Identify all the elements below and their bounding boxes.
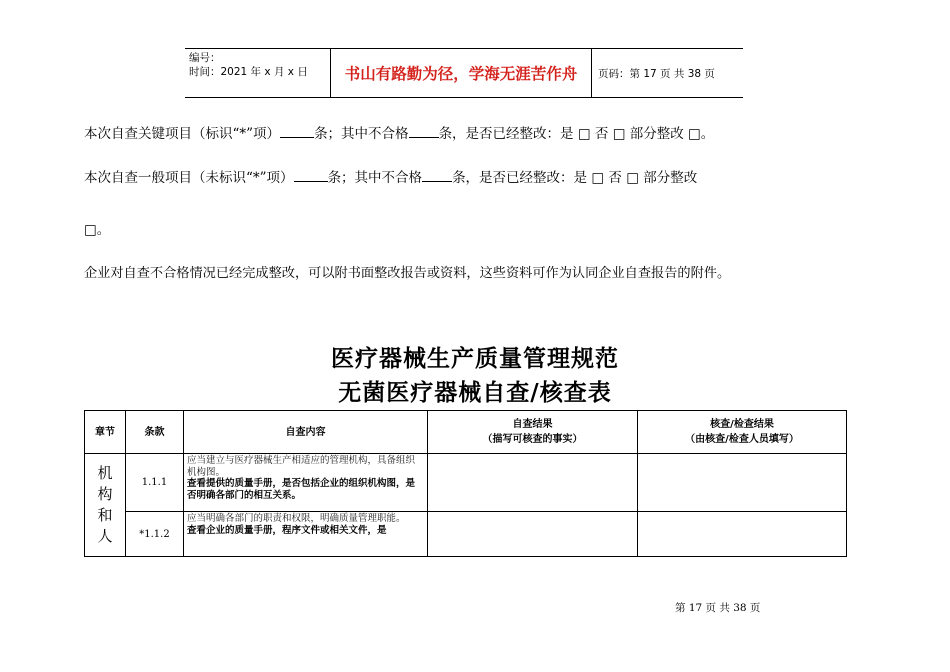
number-label: 编号：	[189, 52, 221, 64]
col-header-clause: 条款	[126, 411, 184, 454]
self-result-note: （描写可核查的事实）	[482, 434, 583, 445]
time-label: 时间：2021 年 x 月 x 日	[189, 66, 308, 78]
checklist-table	[84, 410, 847, 557]
content-cell	[184, 454, 428, 512]
key-items-line	[84, 122, 714, 142]
section-char: 人	[97, 527, 113, 545]
key-items-fail-blank[interactable]	[409, 125, 439, 138]
doc-title-line1: 医疗器械生产质量管理规范	[331, 345, 619, 372]
header-page-info: 页码：第 17 页 共 38 页	[598, 67, 715, 80]
general-items-fail-text: 条；其中不合格	[327, 170, 423, 186]
general-items-count-blank[interactable]	[294, 169, 328, 182]
audit-result-cell[interactable]	[638, 454, 847, 512]
self-result-cell[interactable]	[428, 454, 638, 512]
section-char: 机	[97, 464, 113, 482]
self-result-title: 自查结果	[512, 419, 553, 430]
key-items-text: 本次自查关键项目（标识“*”项）	[84, 126, 281, 142]
general-items-line	[84, 166, 697, 186]
key-items-count-blank[interactable]	[280, 125, 314, 138]
page-header	[185, 48, 743, 98]
col-header-audit-result	[638, 411, 847, 454]
requirement-text: 应当建立与医疗器械生产相适应的管理机构，具备组织机构图。	[187, 455, 416, 478]
doc-title-line2: 无菌医疗器械自查/核查表	[338, 379, 612, 406]
general-items-rectify-text: 条，是否已经整改：是 □ 否 □ 部分整改	[452, 170, 698, 186]
general-items-line-cont: □。	[84, 222, 111, 238]
requirement-text: 应当明确各部门的职责和权限，明确质量管理职能。	[187, 513, 406, 524]
audit-result-title: 核查/检查结果	[710, 419, 774, 430]
check-method-text: 查看提供的质量手册，是否包括企业的组织机构图，是否明确各部门的相互关系。	[187, 478, 416, 501]
col-header-section: 章节	[85, 411, 126, 454]
section-char: 构	[97, 485, 113, 503]
content-cell	[184, 512, 428, 557]
key-items-rectify-text: 条，是否已经整改：是 □ 否 □ 部分整改 □。	[438, 126, 715, 142]
clause-cell: 1.1.1	[126, 454, 184, 512]
general-items-text: 本次自查一般项目（未标识“*”项）	[84, 170, 294, 186]
header-meta	[185, 49, 331, 97]
table-row	[85, 454, 847, 512]
clause-cell: *1.1.2	[126, 512, 184, 557]
audit-result-note: （由核查/检查人员填写）	[685, 434, 799, 445]
col-header-self-result	[428, 411, 638, 454]
col-header-content: 自查内容	[184, 411, 428, 454]
table-header-row	[85, 411, 847, 454]
self-result-cell[interactable]	[428, 512, 638, 557]
table-row	[85, 512, 847, 557]
section-cell	[85, 454, 126, 557]
section-char: 和	[97, 506, 113, 524]
general-items-fail-blank[interactable]	[422, 169, 452, 182]
audit-result-cell[interactable]	[638, 512, 847, 557]
check-method-text: 查看企业的质量手册，程序文件或相关文件，是	[187, 524, 387, 536]
key-items-fail-text: 条；其中不合格	[314, 126, 409, 142]
rectification-note: 企业对自查不合格情况已经完成整改，可以附书面整改报告或资料，这些资料可作为认同企业自查报告的附件。	[84, 266, 731, 281]
header-motto: 书山有路勤为径，学海无涯苦作舟	[331, 49, 592, 97]
page-footer: 第 17 页 共 38 页	[675, 602, 761, 614]
